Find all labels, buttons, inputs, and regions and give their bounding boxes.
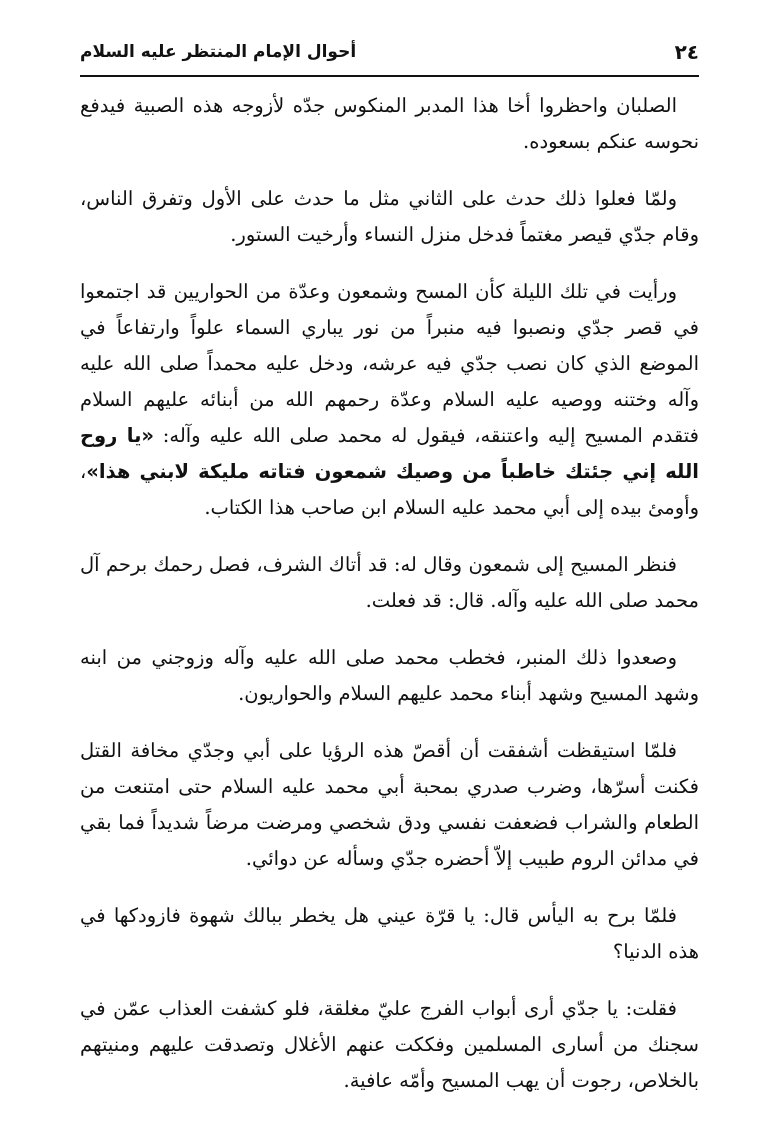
page-header <box>80 36 699 68</box>
page-number: ٢٤ <box>674 40 699 64</box>
paragraph-5: وصعدوا ذلك المنبر، فخطب محمد صلى الله عليه وآله وزوجني من ابنه وشهد المسيح وشهد أبناء محمد عليهم السلام والحواريون. <box>80 646 699 705</box>
paragraph-1: الصلبان واحظروا أخا هذا المدبر المنكوس جدّه لأزوجه هذه الصبية فيدفع نحوسه عنكم بسعوده. <box>80 94 699 153</box>
running-title: أحوال الإمام المنتظر عليه السلام <box>80 42 357 62</box>
paragraph-3 <box>80 274 699 526</box>
paragraph-3-part-1: ورأيت في تلك الليلة كأن المسح وشمعون وعدّة من الحواريين قد اجتمعوا في قصر جدّي ونصبوا فيه منبراً من نور يباري السماء علواً وارتفاعاً في الموضع الذي كان نصب جدّي فيه عرشه، ودخل عليه محمداً صلى الله عليه وآله وختنه ووصيه عليه السلام وعدّة رحمهم الله من أبنائه عليهم السلام فتقدم المسيح إليه واعتنقه، فيقول له محمد صلى الله عليه وآله: <box>80 280 699 447</box>
body-text <box>80 88 699 1120</box>
paragraph-4: فنظر المسيح إلى شمعون وقال له: قد أتاك الشرف، فصل رحمك برحم آل محمد صلى الله عليه وآله. قال: قد فعلت. <box>80 553 699 612</box>
header-rule <box>80 75 699 77</box>
paragraph-2: ولمّا فعلوا ذلك حدث على الثاني مثل ما حدث على الأول وتفرق الناس، وقام جدّي قيصر مغتماً فدخل منزل النساء وأرخيت الستور. <box>80 187 699 246</box>
paragraph-8: فقلت: يا جدّي أرى أبواب الفرج عليّ مغلقة، فلو كشفت العذاب عمّن في سجنك من أسارى المسلمين وفككت عنهم الأغلال وتصدقت عليهم ومنيتهم بالخلاص، رجوت أن يهب المسيح وأمّه عافية. <box>80 997 699 1092</box>
paragraph-3-part-2: ، وأومئ بيده إلى أبي محمد عليه السلام ابن صاحب هذا الكتاب. <box>80 460 699 519</box>
paragraph-7: فلمّا برح به اليأس قال: يا قرّة عيني هل يخطر ببالك شهوة فازودكها في هذه الدنيا؟ <box>80 904 699 963</box>
bold-quote: «يا روح الله إني جئتك خاطباً من وصيك شمعون فتاته مليكة لابني هذا» <box>80 424 699 483</box>
paragraph-6: فلمّا استيقظت أشفقت أن أقصّ هذه الرؤيا على أبي وجدّي مخافة القتل فكنت أسرّها، وضرب صدري بمحبة أبي محمد عليه السلام حتى امتنعت من الطعام والشراب فضعفت نفسي ودق شخصي ومرضت مرضاً شديداً فما بقي في مدائن الروم طبيب إلاّ أحضره جدّي وسأله عن دوائي. <box>80 739 699 870</box>
